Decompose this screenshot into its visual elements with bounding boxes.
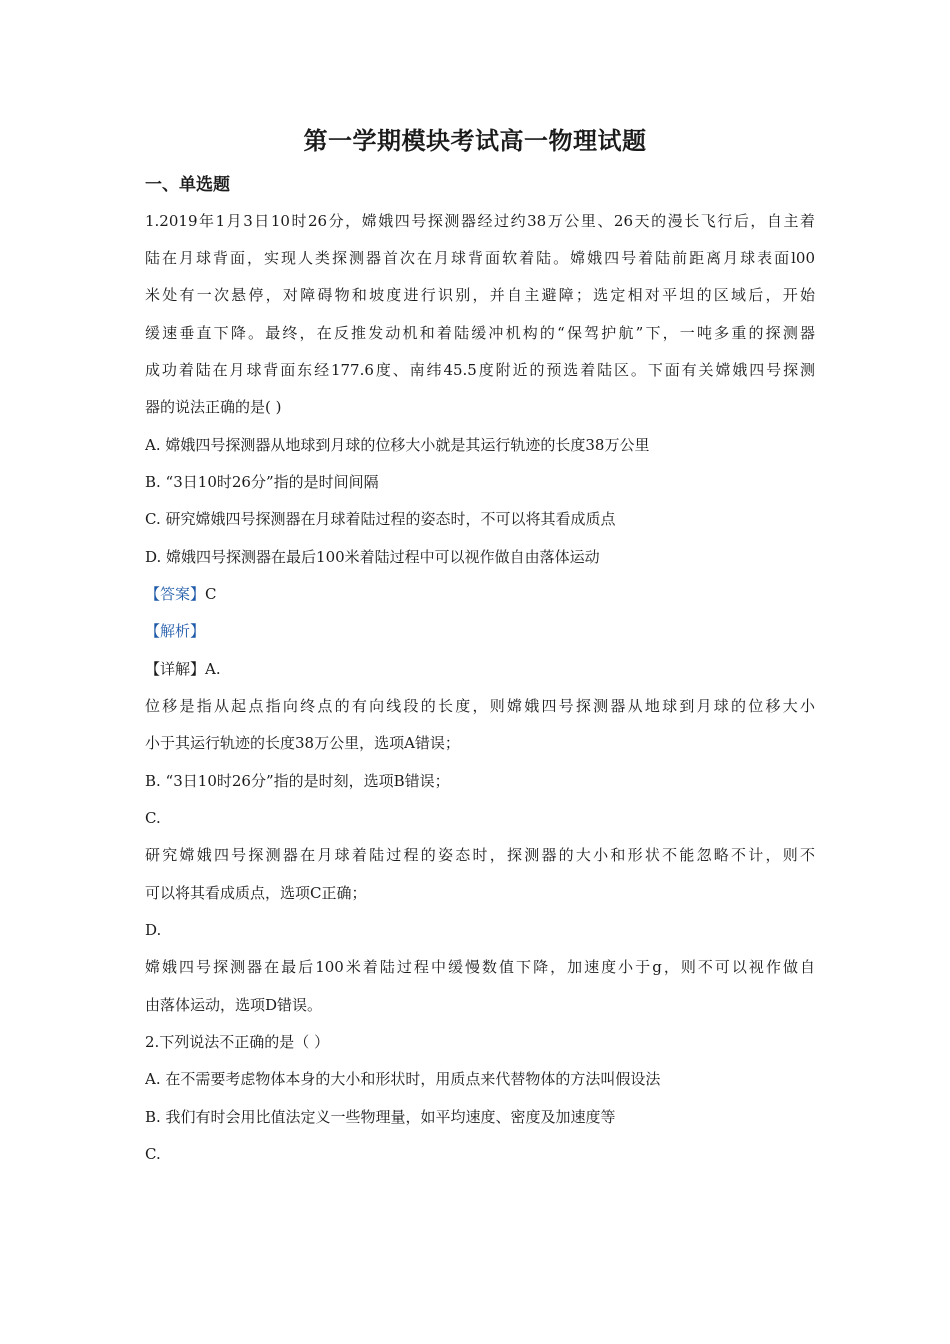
q1-explanation-line: 研究嫦娥四号探测器在月球着陆过程的姿态时，探测器的大小和形状不能忽略不计，则不 [145,846,815,864]
q1-option-d: D. 嫦娥四号探测器在最后100米着陆过程中可以视作做自由落体运动 [145,548,600,566]
q1-stem-line: 1.2019年1月3日10时26分，嫦娥四号探测器经过约38万公里、26天的漫长飞行后，自主着 [145,212,815,230]
analysis-tag: 【解析】 [145,622,206,640]
section-heading: 一、单选题 [145,175,230,195]
q1-explanation-line: 可以将其看成质点，选项C正确； [145,884,367,902]
q1-explanation-line: B. “3日10时26分”指的是时刻，选项B错误； [145,772,450,790]
q1-option-b: B. “3日10时26分”指的是时间间隔 [145,473,379,491]
q1-explanation-line: C. [145,809,161,827]
answer-value: C [205,585,217,603]
q1-option-c: C. 研究嫦娥四号探测器在月球着陆过程的姿态时，不可以将其看成质点 [145,510,616,528]
q1-stem-line: 器的说法正确的是( ) [145,398,282,416]
q1-analysis-tag [145,619,815,643]
q1-detail-label: 【详解】A. [145,660,221,678]
q1-explanation-line: 嫦娥四号探测器在最后100米着陆过程中缓慢数值下降，加速度小于g，则不可以视作做自 [145,958,815,976]
answer-tag: 【答案】 [145,585,206,603]
q1-explanation-line: 位移是指从起点指向终点的有向线段的长度，则嫦娥四号探测器从地球到月球的位移大小 [145,697,815,715]
q2-option-b: B. 我们有时会用比值法定义一些物理量，如平均速度、密度及加速度等 [145,1108,616,1126]
q1-explanation-line: D. [145,921,162,939]
q1-stem-line: 陆在月球背面，实现人类探测器首次在月球背面软着陆。嫦娥四号着陆前距离月球表面l00 [145,249,815,267]
q1-explanation-line: 小于其运行轨迹的长度38万公里，选项A错误； [145,734,460,752]
q1-answer [145,582,815,606]
q2-stem: 2.下列说法不正确的是（ ） [145,1033,330,1051]
q1-option-a: A. 嫦娥四号探测器从地球到月球的位移大小就是其运行轨迹的长度38万公里 [145,436,650,454]
page-title: 第一学期模块考试高一物理试题 [303,126,647,155]
q1-stem-line: 成功着陆在月球背面东经177.6度、南纬45.5度附近的预选着陆区。下面有关嫦娥四号探测 [145,361,815,379]
q1-explanation-line: 由落体运动，选项D错误。 [145,996,323,1014]
q2-option-a: A. 在不需要考虑物体本身的大小和形状时，用质点来代替物体的方法叫假设法 [145,1070,661,1088]
q1-stem-line: 缓速垂直下降。最终，在反推发动机和着陆缓冲机构的“保驾护航”下，一吨多重的探测器 [145,324,815,342]
q2-option-c: C. [145,1145,161,1163]
q1-stem-line: 米处有一次悬停，对障碍物和坡度进行识别，并自主避障；选定相对平坦的区域后，开始 [145,286,815,304]
